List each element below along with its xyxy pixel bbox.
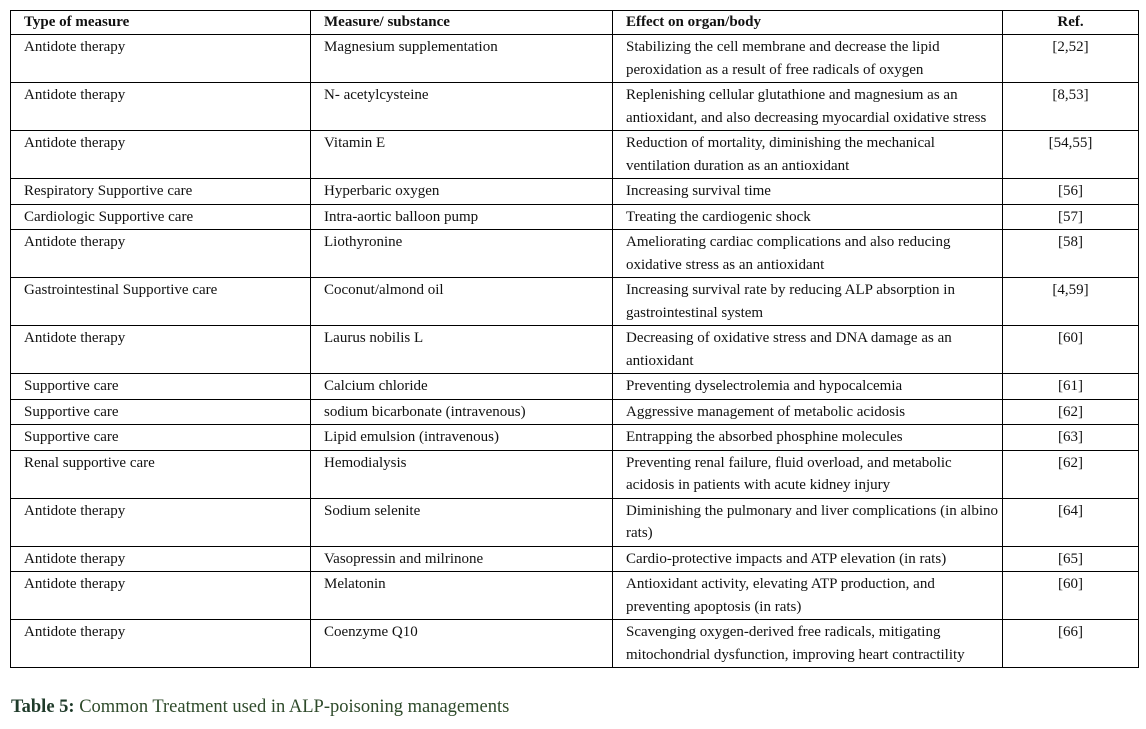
cell-type-of-measure: Cardiologic Supportive care [11, 204, 311, 230]
cell-ref: [8,53] [1003, 83, 1139, 131]
cell-effect: Cardio-protective impacts and ATP elevation (in rats) [613, 546, 1003, 572]
cell-ref: [58] [1003, 230, 1139, 278]
cell-ref: [62] [1003, 399, 1139, 425]
cell-measure-substance: Calcium chloride [311, 374, 613, 400]
cell-effect: Diminishing the pulmonary and liver complications (in albino rats) [613, 498, 1003, 546]
cell-effect: Reduction of mortality, diminishing the mechanical ventilation duration as an antioxidant [613, 131, 1003, 179]
table-row [11, 399, 1139, 425]
cell-ref: [65] [1003, 546, 1139, 572]
header-effect: Effect on organ/body [613, 11, 1003, 35]
cell-effect: Treating the cardiogenic shock [613, 204, 1003, 230]
cell-type-of-measure: Antidote therapy [11, 620, 311, 668]
header-row [11, 11, 1139, 35]
cell-measure-substance: Melatonin [311, 572, 613, 620]
cell-effect: Aggressive management of metabolic acidosis [613, 399, 1003, 425]
table-row [11, 498, 1139, 546]
cell-measure-substance: Hyperbaric oxygen [311, 179, 613, 205]
cell-measure-substance: Liothyronine [311, 230, 613, 278]
table-row [11, 131, 1139, 179]
cell-measure-substance: Hemodialysis [311, 450, 613, 498]
table-row [11, 546, 1139, 572]
table-row [11, 204, 1139, 230]
table-row [11, 179, 1139, 205]
table-row [11, 620, 1139, 668]
cell-ref: [56] [1003, 179, 1139, 205]
cell-ref: [4,59] [1003, 278, 1139, 326]
cell-type-of-measure: Antidote therapy [11, 546, 311, 572]
cell-type-of-measure: Antidote therapy [11, 498, 311, 546]
cell-ref: [62] [1003, 450, 1139, 498]
cell-effect: Increasing survival time [613, 179, 1003, 205]
table-row [11, 450, 1139, 498]
cell-type-of-measure: Renal supportive care [11, 450, 311, 498]
table-row [11, 374, 1139, 400]
header-type-of-measure: Type of measure [11, 11, 311, 35]
header-ref: Ref. [1003, 11, 1139, 35]
table-row [11, 572, 1139, 620]
cell-ref: [60] [1003, 326, 1139, 374]
cell-type-of-measure: Antidote therapy [11, 83, 311, 131]
cell-effect: Increasing survival rate by reducing ALP absorption in gastrointestinal system [613, 278, 1003, 326]
cell-effect: Decreasing of oxidative stress and DNA damage as an antioxidant [613, 326, 1003, 374]
cell-type-of-measure: Supportive care [11, 425, 311, 451]
cell-ref: [60] [1003, 572, 1139, 620]
table-row [11, 326, 1139, 374]
cell-ref: [2,52] [1003, 35, 1139, 83]
table-row [11, 425, 1139, 451]
cell-effect: Preventing dyselectrolemia and hypocalcemia [613, 374, 1003, 400]
cell-type-of-measure: Antidote therapy [11, 572, 311, 620]
table-row [11, 278, 1139, 326]
cell-type-of-measure: Antidote therapy [11, 230, 311, 278]
cell-measure-substance: Coenzyme Q10 [311, 620, 613, 668]
caption-text: Common Treatment used in ALP-poisoning managements [74, 697, 510, 717]
table-caption [11, 697, 509, 718]
cell-measure-substance: N- acetylcysteine [311, 83, 613, 131]
cell-effect: Ameliorating cardiac complications and also reducing oxidative stress as an antioxidant [613, 230, 1003, 278]
cell-measure-substance: Vitamin E [311, 131, 613, 179]
cell-type-of-measure: Antidote therapy [11, 131, 311, 179]
cell-type-of-measure: Antidote therapy [11, 326, 311, 374]
cell-type-of-measure: Supportive care [11, 374, 311, 400]
cell-measure-substance: Laurus nobilis L [311, 326, 613, 374]
cell-ref: [54,55] [1003, 131, 1139, 179]
cell-measure-substance: Lipid emulsion (intravenous) [311, 425, 613, 451]
table-body [11, 35, 1139, 668]
cell-type-of-measure: Respiratory Supportive care [11, 179, 311, 205]
cell-measure-substance: Vasopressin and milrinone [311, 546, 613, 572]
table-row [11, 83, 1139, 131]
treatment-table [10, 10, 1139, 668]
cell-ref: [66] [1003, 620, 1139, 668]
cell-measure-substance: Coconut/almond oil [311, 278, 613, 326]
cell-measure-substance: Magnesium supplementation [311, 35, 613, 83]
header-measure-substance: Measure/ substance [311, 11, 613, 35]
cell-measure-substance: Intra-aortic balloon pump [311, 204, 613, 230]
cell-ref: [63] [1003, 425, 1139, 451]
cell-effect: Entrapping the absorbed phosphine molecules [613, 425, 1003, 451]
cell-effect: Antioxidant activity, elevating ATP production, and preventing apoptosis (in rats) [613, 572, 1003, 620]
cell-effect: Stabilizing the cell membrane and decrease the lipid peroxidation as a result of free radicals of oxygen [613, 35, 1003, 83]
cell-ref: [61] [1003, 374, 1139, 400]
cell-effect: Scavenging oxygen-derived free radicals, mitigating mitochondrial dysfunction, improving heart contractility [613, 620, 1003, 668]
cell-ref: [57] [1003, 204, 1139, 230]
cell-effect: Replenishing cellular glutathione and magnesium as an antioxidant, and also decreasing myocardial oxidative stress [613, 83, 1003, 131]
cell-measure-substance: Sodium selenite [311, 498, 613, 546]
cell-measure-substance: sodium bicarbonate (intravenous) [311, 399, 613, 425]
cell-type-of-measure: Gastrointestinal Supportive care [11, 278, 311, 326]
cell-type-of-measure: Supportive care [11, 399, 311, 425]
caption-label: Table 5: [11, 697, 75, 717]
cell-effect: Preventing renal failure, fluid overload, and metabolic acidosis in patients with acute kidney injury [613, 450, 1003, 498]
table-row [11, 230, 1139, 278]
table-row [11, 35, 1139, 83]
cell-ref: [64] [1003, 498, 1139, 546]
cell-type-of-measure: Antidote therapy [11, 35, 311, 83]
